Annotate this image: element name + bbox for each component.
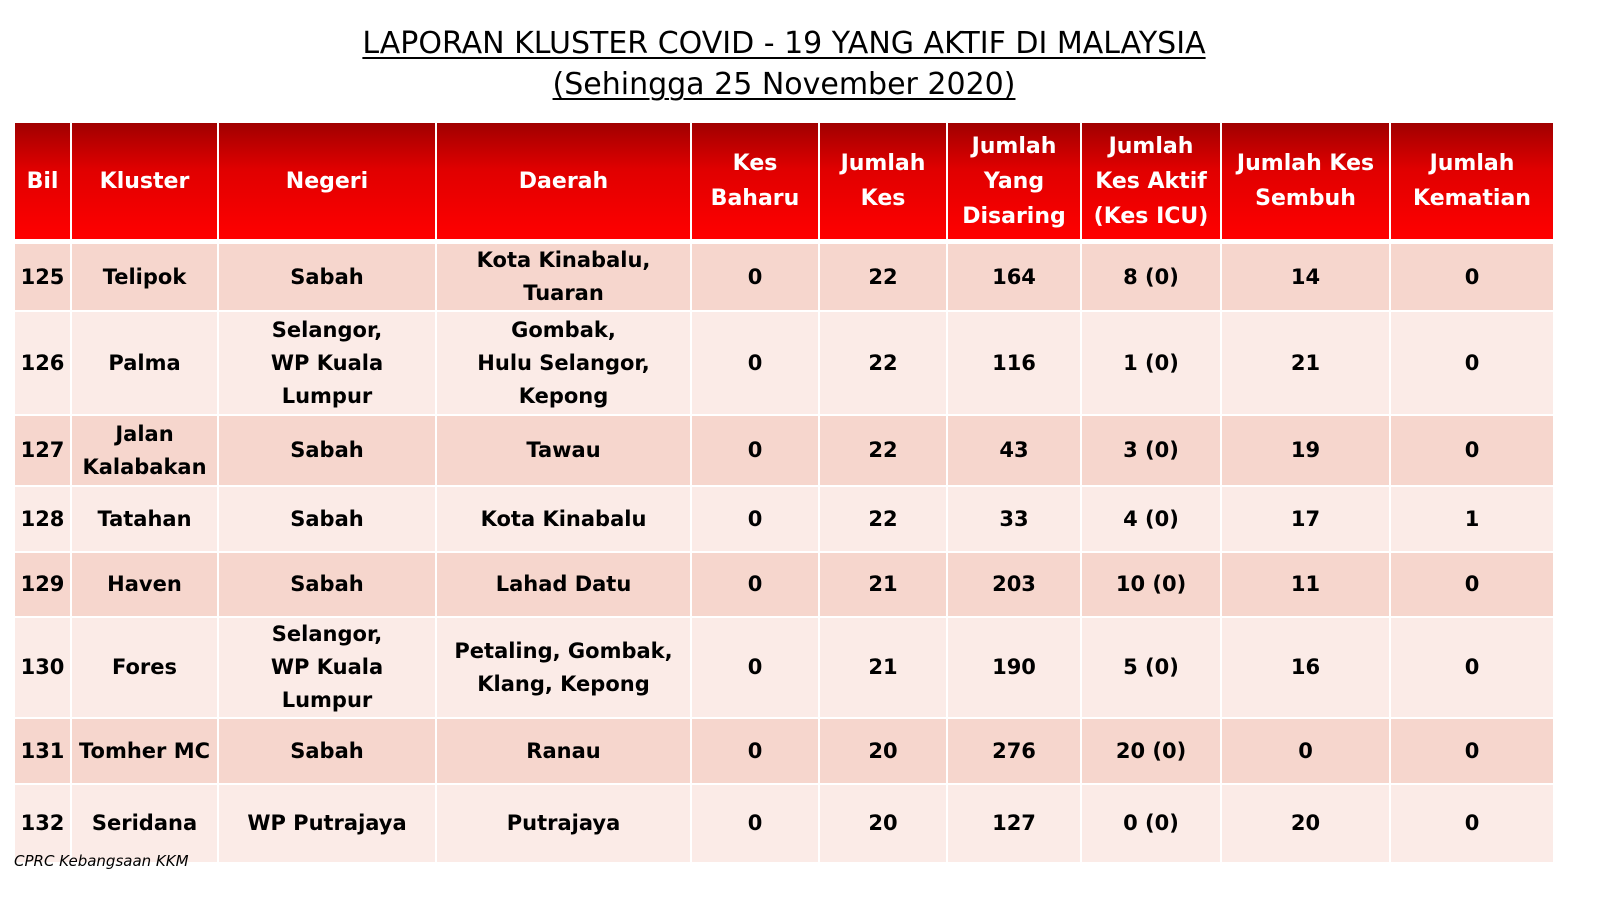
cell-text-line: Tatahan xyxy=(97,506,192,531)
cell-kematian: 0 xyxy=(1391,244,1553,312)
cell-kes-aktif: 3 (0) xyxy=(1082,416,1222,487)
cell-kes-baharu: 0 xyxy=(692,416,820,487)
cell-negeri xyxy=(219,312,437,416)
cell-kematian: 0 xyxy=(1391,312,1553,416)
cell-kes-aktif: 1 (0) xyxy=(1082,312,1222,416)
cell-kes-baharu: 0 xyxy=(692,785,820,864)
column-header-text: (Kes ICU) xyxy=(1093,203,1209,229)
column-header-text: Negeri xyxy=(285,168,369,194)
cell-kes-sembuh: 14 xyxy=(1222,244,1391,312)
cell-kes-sembuh: 19 xyxy=(1222,416,1391,487)
cluster-table xyxy=(15,123,1553,864)
column-header-negeri xyxy=(219,123,437,244)
cell-jumlah-kes: 22 xyxy=(820,416,948,487)
cell-kes-sembuh: 11 xyxy=(1222,553,1391,618)
table-row xyxy=(15,416,1553,487)
cell-jumlah-disaring: 203 xyxy=(948,553,1082,618)
cell-jumlah-kes: 20 xyxy=(820,785,948,864)
cell-kematian: 0 xyxy=(1391,553,1553,618)
column-header-text: Jumlah Kes xyxy=(1236,151,1375,176)
cell-jumlah-kes: 22 xyxy=(820,244,948,312)
cell-bil: 125 xyxy=(15,244,72,312)
column-header-text: Disaring xyxy=(962,203,1066,229)
column-header-bil xyxy=(15,123,72,244)
cell-text-line: Tawau xyxy=(526,438,601,462)
cell-kes-aktif: 0 (0) xyxy=(1082,785,1222,864)
cell-jumlah-disaring: 33 xyxy=(948,487,1082,553)
column-header-kes-sembuh xyxy=(1222,123,1391,244)
cell-kes-aktif: 4 (0) xyxy=(1082,487,1222,553)
cell-text-line: Sabah xyxy=(290,572,364,596)
cell-text-line: Tomher MC xyxy=(78,738,210,763)
cell-kematian: 0 xyxy=(1391,719,1553,785)
table-row xyxy=(15,487,1553,553)
cell-kluster xyxy=(72,244,219,312)
cell-kematian: 1 xyxy=(1391,487,1553,553)
cell-negeri xyxy=(219,719,437,785)
column-header-kematian xyxy=(1391,123,1553,244)
table-row xyxy=(15,312,1553,416)
cell-text-line: Jalan xyxy=(115,421,174,446)
column-header-jumlah-disaring xyxy=(948,123,1082,244)
table-row xyxy=(15,553,1553,618)
cell-negeri xyxy=(219,553,437,618)
cell-negeri xyxy=(219,487,437,553)
column-header-jumlah-kes xyxy=(820,123,948,244)
cell-text-line: Petaling, Gombak, xyxy=(454,638,673,663)
cell-bil: 131 xyxy=(15,719,72,785)
cell-kluster xyxy=(72,719,219,785)
column-header-text: Sembuh xyxy=(1255,186,1356,211)
cell-kes-sembuh: 17 xyxy=(1222,487,1391,553)
cell-text-line: Fores xyxy=(111,655,178,679)
cell-text-line: Ranau xyxy=(526,738,601,763)
cell-text-line: Sabah xyxy=(290,506,364,531)
cell-kluster xyxy=(72,487,219,553)
column-header-text: Yang xyxy=(983,168,1045,194)
cell-daerah xyxy=(437,416,692,487)
cell-jumlah-kes: 22 xyxy=(820,312,948,416)
cell-bil: 129 xyxy=(15,553,72,618)
cell-daerah xyxy=(437,487,692,553)
cell-daerah xyxy=(437,719,692,785)
cell-daerah xyxy=(437,553,692,618)
cell-text-line: WP Kuala Lumpur xyxy=(270,350,384,408)
cell-kluster xyxy=(72,416,219,487)
cell-kes-sembuh: 0 xyxy=(1222,719,1391,785)
cell-kematian: 0 xyxy=(1391,785,1553,864)
cell-negeri xyxy=(219,618,437,719)
cell-text-line: Hulu Selangor, xyxy=(477,350,650,375)
cell-daerah xyxy=(437,312,692,416)
cell-text-line: Kalabakan xyxy=(82,454,207,479)
column-header-text: Kes Aktif xyxy=(1095,168,1207,194)
cell-jumlah-disaring: 127 xyxy=(948,785,1082,864)
cell-jumlah-disaring: 190 xyxy=(948,618,1082,719)
cell-jumlah-kes: 20 xyxy=(820,719,948,785)
table-header-row xyxy=(15,123,1553,244)
cell-kematian: 0 xyxy=(1391,618,1553,719)
column-header-text: Kes xyxy=(860,186,906,211)
cell-kes-baharu: 0 xyxy=(692,553,820,618)
column-header-text: Kematian xyxy=(1413,186,1531,211)
cell-kluster xyxy=(72,553,219,618)
cell-bil: 126 xyxy=(15,312,72,416)
column-header-text: Jumlah xyxy=(971,133,1057,159)
cell-kes-baharu: 0 xyxy=(692,487,820,553)
cell-negeri xyxy=(219,244,437,312)
cell-daerah xyxy=(437,785,692,864)
cell-jumlah-disaring: 276 xyxy=(948,719,1082,785)
cell-kes-sembuh: 20 xyxy=(1222,785,1391,864)
cell-jumlah-kes: 22 xyxy=(820,487,948,553)
cell-kes-baharu: 0 xyxy=(692,719,820,785)
cell-text-line: Lahad Datu xyxy=(495,572,632,596)
cell-bil: 127 xyxy=(15,416,72,487)
cell-text-line: Klang, Kepong xyxy=(477,671,650,696)
cell-text-line: Kota Kinabalu xyxy=(480,506,647,531)
cell-text-line: Seridana xyxy=(91,811,198,835)
column-header-text: Jumlah xyxy=(1108,133,1194,159)
table-row xyxy=(15,618,1553,719)
report-title: LAPORAN KLUSTER COVID - 19 YANG AKTIF DI MALAYSIA xyxy=(362,26,1206,61)
cell-kluster xyxy=(72,312,219,416)
column-header-text: Baharu xyxy=(710,186,800,211)
cell-text-line: Selangor, xyxy=(271,622,383,646)
cell-kes-baharu: 0 xyxy=(692,618,820,719)
column-header-text: Kes xyxy=(732,151,778,176)
table-body xyxy=(15,244,1553,864)
cell-text-line: WP Putrajaya xyxy=(247,811,407,835)
table-row xyxy=(15,785,1553,864)
cell-jumlah-kes: 21 xyxy=(820,618,948,719)
cell-kes-baharu: 0 xyxy=(692,312,820,416)
column-header-kluster xyxy=(72,123,219,244)
cell-jumlah-disaring: 43 xyxy=(948,416,1082,487)
cell-daerah xyxy=(437,618,692,719)
cell-bil: 130 xyxy=(15,618,72,719)
cell-kluster xyxy=(72,618,219,719)
source-note: CPRC Kebangsaan KKM xyxy=(14,852,189,870)
cell-kes-baharu: 0 xyxy=(692,244,820,312)
cell-daerah xyxy=(437,244,692,312)
cell-text-line: Selangor, xyxy=(271,317,383,342)
column-header-kes-aktif xyxy=(1082,123,1222,244)
cell-bil: 128 xyxy=(15,487,72,553)
cell-text-line: Gombak, xyxy=(511,317,616,342)
cell-bil: 132 xyxy=(15,785,72,864)
cell-kes-aktif: 10 (0) xyxy=(1082,553,1222,618)
cell-kes-sembuh: 21 xyxy=(1222,312,1391,416)
cell-negeri xyxy=(219,416,437,487)
cell-kes-sembuh: 16 xyxy=(1222,618,1391,719)
cell-text-line: Haven xyxy=(107,572,182,596)
column-header-text: Jumlah xyxy=(840,151,926,176)
cell-kes-aktif: 5 (0) xyxy=(1082,618,1222,719)
cell-text-line: Sabah xyxy=(290,438,364,462)
cell-jumlah-disaring: 116 xyxy=(948,312,1082,416)
column-header-text: Bil xyxy=(26,168,59,194)
cell-jumlah-disaring: 164 xyxy=(948,244,1082,312)
cell-text-line: Tuaran xyxy=(523,281,604,305)
cell-kes-aktif: 20 (0) xyxy=(1082,719,1222,785)
column-header-text: Daerah xyxy=(518,168,609,194)
table-row xyxy=(15,719,1553,785)
cell-text-line: Telipok xyxy=(102,264,187,289)
column-header-text: Jumlah xyxy=(1429,151,1515,176)
column-header-daerah xyxy=(437,123,692,244)
column-header-text: Kluster xyxy=(99,168,190,194)
cell-text-line: WP Kuala Lumpur xyxy=(270,655,384,712)
cell-negeri xyxy=(219,785,437,864)
column-header-kes-baharu xyxy=(692,123,820,244)
cell-kes-aktif: 8 (0) xyxy=(1082,244,1222,312)
cell-jumlah-kes: 21 xyxy=(820,553,948,618)
table-row xyxy=(15,244,1553,312)
cell-text-line: Kepong xyxy=(518,383,609,408)
report-subtitle-date: (Sehingga 25 November 2020) xyxy=(552,67,1016,102)
cell-text-line: Palma xyxy=(108,350,181,375)
cell-text-line: Putrajaya xyxy=(506,811,621,835)
cell-text-line: Kota Kinabalu, xyxy=(476,248,651,272)
cell-text-line: Sabah xyxy=(290,264,364,289)
cell-kematian: 0 xyxy=(1391,416,1553,487)
cell-text-line: Sabah xyxy=(290,738,364,763)
